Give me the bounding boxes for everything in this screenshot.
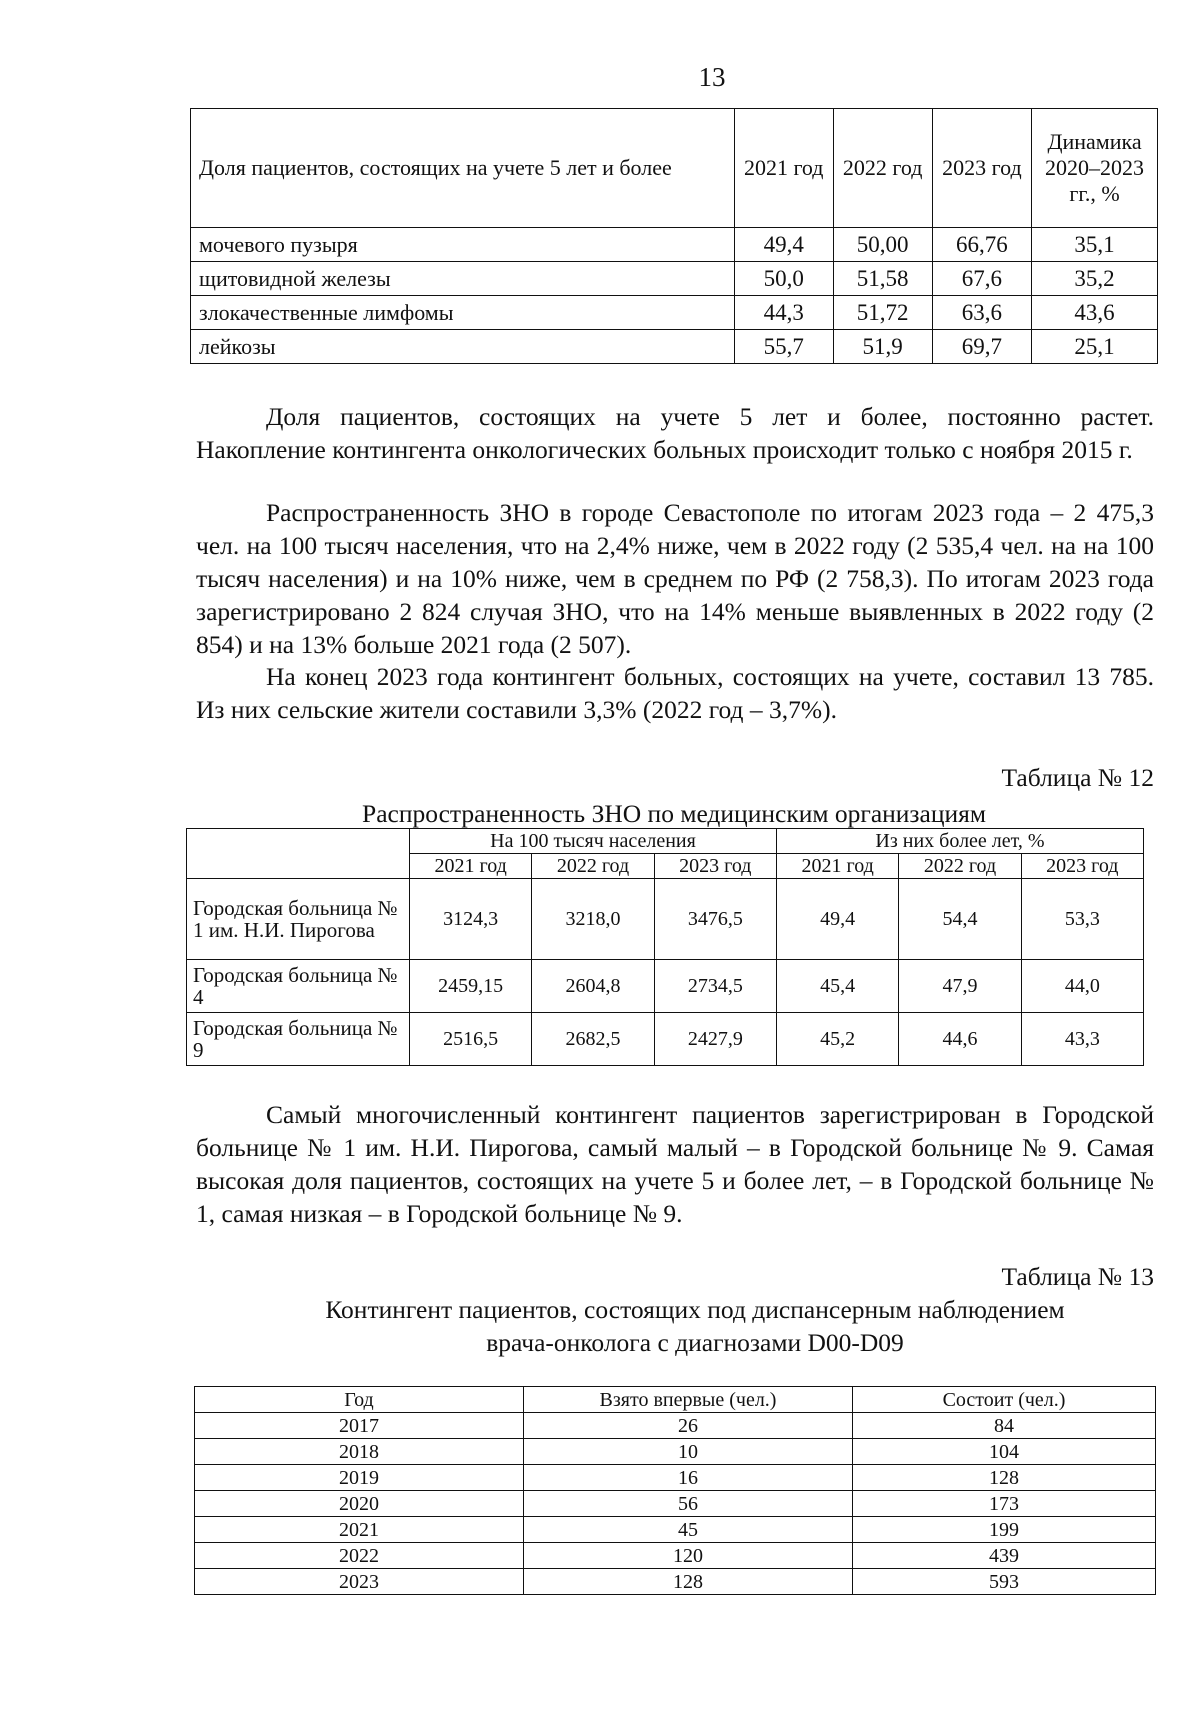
table-cell: 2018 [195,1439,524,1465]
table-cell: 50,00 [833,228,932,262]
table-cell: 43,3 [1021,1013,1143,1066]
table-cell: 35,1 [1032,228,1158,262]
table-row [191,330,1158,364]
table-cell: 10 [524,1439,853,1465]
table-row [195,1439,1156,1465]
table-cell: 2022 [195,1543,524,1569]
table-13-title-line: Контингент пациентов, состоящих под диспансерным наблюдением [325,1295,1065,1324]
table-cell: 44,6 [899,1013,1021,1066]
table-prevalence-by-organization [186,828,1144,1066]
table-header-cell: Динамика 2020–2023 гг., % [1032,109,1158,228]
table-row-label: Городская больница № 9 [187,1013,410,1066]
table-dispensary-contingent [194,1386,1156,1595]
table-header-cell: 2023 год [932,109,1031,228]
table-row [195,1517,1156,1543]
table-cell: 16 [524,1465,853,1491]
table-cell: 84 [853,1413,1156,1439]
table-13-title [190,1293,1200,1359]
table-row [195,1569,1156,1595]
table-row [191,262,1158,296]
table-header-cell: Состоит (чел.) [853,1387,1156,1413]
table-header-cell: 2023 год [654,854,776,879]
table-cell: 439 [853,1543,1156,1569]
table-cell: 2734,5 [654,960,776,1013]
table-cell: 3218,0 [532,879,654,960]
table-header-cell: 2021 год [776,854,898,879]
table-cell: злокачественные лимфомы [191,296,735,330]
table-cell: 44,0 [1021,960,1143,1013]
paragraph-prevalence: Распространенность ЗНО в городе Севастополе по итогам 2023 года – 2 475,3 чел. на 100 тысяч населения, что на 2,4% ниже, чем в 2022 году (2 535,4 чел. на на 100 тысяч населения) и на 10% ниже, чем в среднем по РФ (2 758,3). По итогам 2023 года зарегистрировано 2 824 случая ЗНО, что на 14% меньше выявленных в 2022 году (2 854) и на 13% больше 2021 года (2 507). [196,498,1154,659]
table-cell: 26 [524,1413,853,1439]
table-cell: 128 [524,1569,853,1595]
table-header-cell: 2022 год [532,854,654,879]
table-cell: 56 [524,1491,853,1517]
table-group-header: Из них более лет, % [776,829,1143,854]
table-cell: 67,6 [932,262,1031,296]
table-cell: 44,3 [734,296,833,330]
table-13-title-line: врача-онколога с диагнозами D00-D09 [486,1328,904,1357]
table-row [187,1013,1144,1066]
table-row [191,296,1158,330]
table-cell: 2682,5 [532,1013,654,1066]
table-group-header: На 100 тысяч населения [410,829,777,854]
table-cell: 49,4 [734,228,833,262]
paragraph-five-year-share: Доля пациентов, состоящих на учете 5 лет и более, постоянно растет. Накопление контингента онкологических больных происходит только с ноября 2015 г. [196,402,1154,464]
table-header-cell: 2021 год [734,109,833,228]
table-header-row [191,109,1158,228]
table-cell: 69,7 [932,330,1031,364]
table-row [195,1491,1156,1517]
table-cell: 3476,5 [654,879,776,960]
table-cell: 199 [853,1517,1156,1543]
table-cell: 25,1 [1032,330,1158,364]
table-cell: 35,2 [1032,262,1158,296]
table-cell: 45,4 [776,960,898,1013]
table-cell: 120 [524,1543,853,1569]
table-cell: 51,72 [833,296,932,330]
table-13-caption: Таблица № 13 [1001,1262,1154,1291]
table-cell: 2516,5 [410,1013,532,1066]
table-cell: 2021 [195,1517,524,1543]
table-header-cell: 2021 год [410,854,532,879]
table-cell: 47,9 [899,960,1021,1013]
table-row [195,1543,1156,1569]
table-cell: 2427,9 [654,1013,776,1066]
table-row-label: Городская больница № 4 [187,960,410,1013]
table-header-cell: 2022 год [833,109,932,228]
table-cell: 173 [853,1491,1156,1517]
table-cell: 45,2 [776,1013,898,1066]
table-row [195,1413,1156,1439]
table-cell: 63,6 [932,296,1031,330]
table-cell: 104 [853,1439,1156,1465]
table-header-cell: Взято впервые (чел.) [524,1387,853,1413]
table-cell: 51,58 [833,262,932,296]
table-cell: 53,3 [1021,879,1143,960]
table-cell: 55,7 [734,330,833,364]
table-cell: 45 [524,1517,853,1543]
table-cell: 49,4 [776,879,898,960]
table-five-year-share [190,108,1158,364]
table-cell: 2604,8 [532,960,654,1013]
table-cell: 51,9 [833,330,932,364]
table-group-header-row [187,829,1144,854]
table-header-row [195,1387,1156,1413]
table-12-title: Распространенность ЗНО по медицинским организациям [362,799,986,828]
table-row [187,960,1144,1013]
table-cell: 43,6 [1032,296,1158,330]
table-header-cell: Доля пациентов, состоящих на учете 5 лет и более [191,109,735,228]
table-cell: 66,76 [932,228,1031,262]
table-row [195,1465,1156,1491]
table-cell: 50,0 [734,262,833,296]
table-cell: 2020 [195,1491,524,1517]
table-cell: лейкозы [191,330,735,364]
paragraph-largest-contingent: Самый многочисленный контингент пациентов зарегистрирован в Городской больнице № 1 им. Н.И. Пирогова, самый малый – в Городской больнице № 9. Самая высокая доля пациентов, состоящих на учете 5 и более лет, – в Городской больнице № 1, самая низкая – в Городской больнице № 9. [196,1100,1154,1228]
table-cell: 128 [853,1465,1156,1491]
table-cell: 2459,15 [410,960,532,1013]
table-cell: щитовидной железы [191,262,735,296]
table-cell: 2023 [195,1569,524,1595]
table-row-label: Городская больница № 1 им. Н.И. Пирогова [187,879,410,960]
table-header-cell: 2023 год [1021,854,1143,879]
page-number: 13 [698,62,726,92]
table-cell: 2017 [195,1413,524,1439]
table-row [191,228,1158,262]
table-cell: мочевого пузыря [191,228,735,262]
table-cell: 2019 [195,1465,524,1491]
table-header-cell: Год [195,1387,524,1413]
paragraph-contingent: На конец 2023 года контингент больных, состоящих на учете, составил 13 785. Из них сельские жители составили 3,3% (2022 год – 3,7%). [196,662,1154,724]
table-corner-cell [187,829,410,879]
table-cell: 593 [853,1569,1156,1595]
table-cell: 3124,3 [410,879,532,960]
table-12-caption: Таблица № 12 [1001,763,1154,792]
table-cell: 54,4 [899,879,1021,960]
table-header-cell: 2022 год [899,854,1021,879]
table-row [187,879,1144,960]
